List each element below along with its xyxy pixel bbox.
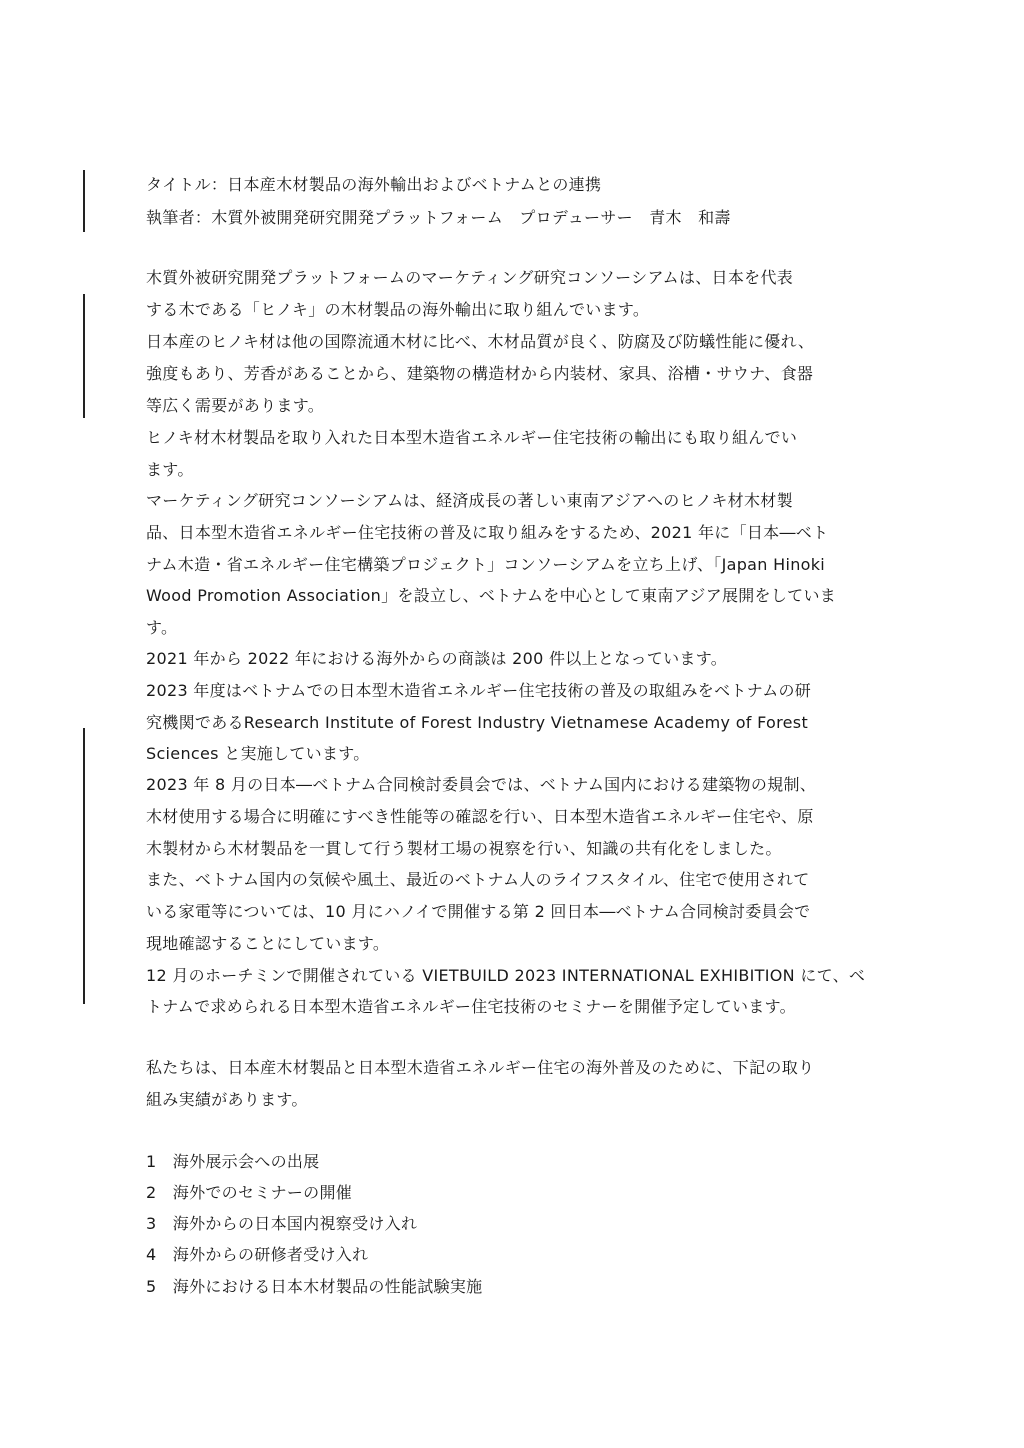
author-line: 執筆者：木質外被開発研究開発プラットフォーム プロデューサー 青木 和壽 <box>146 208 731 227</box>
body-line: す。 <box>146 618 178 637</box>
title-line: タイトル：日本産木材製品の海外輸出およびベトナムとの連携 <box>146 175 602 194</box>
list-item: 4 海外からの研修者受け入れ <box>146 1245 369 1264</box>
body-line: Wood Promotion Association」を設立し、ベトナムを中心として東南アジア展開をしていま <box>146 586 837 605</box>
list-item: 5 海外における日本木材製品の性能試験実施 <box>146 1277 483 1296</box>
body-line: 究機関であるResearch Institute of Forest Industry Vietnamese Academy of Forest <box>146 713 809 732</box>
body-line: いる家電等については、10 月にハノイで開催する第 2 回日本―ベトナム合同検討委員会で <box>146 902 811 921</box>
body-line: 12 月のホーチミンで開催されている VIETBUILD 2023 INTERNATIONAL EXHIBITION にて、ベ <box>146 966 866 985</box>
body-line: 木材使用する場合に明確にすべき性能等の確認を行い、日本型木造省エネルギー住宅や、原 <box>146 807 814 826</box>
body-line: また、ベトナム国内の気候や風土、最近のベトナム人のライフスタイル、住宅で使用されて <box>146 870 810 889</box>
body-line: ナム木造・省エネルギー住宅構築プロジェクト」コンソーシアムを立ち上げ、「Japan Hinoki <box>146 555 826 574</box>
body-line: Sciences と実施しています。 <box>146 744 370 763</box>
revision-bar <box>83 170 85 232</box>
list-item: 3 海外からの日本国内視察受け入れ <box>146 1214 418 1233</box>
body-line: 強度もあり、芳香があることから、建築物の構造材から内装材、家具、浴槽・サウナ、食器 <box>146 364 814 383</box>
list-item: 1 海外展示会への出展 <box>146 1152 320 1171</box>
body-line: 木質外被研究開発プラットフォームのマーケティング研究コンソーシアムは、日本を代表 <box>146 268 794 287</box>
body-line: トナムで求められる日本型木造省エネルギー住宅技術のセミナーを開催予定しています。 <box>146 997 796 1016</box>
body-line: ヒノキ材木材製品を取り入れた日本型木造省エネルギー住宅技術の輸出にも取り組んでい <box>146 428 798 447</box>
revision-bar <box>83 294 85 418</box>
body-line: 2023 年度はベトナムでの日本型木造省エネルギー住宅技術の普及の取組みをベトナムの研 <box>146 681 812 700</box>
body-line: 等広く需要があります。 <box>146 396 325 415</box>
list-item: 2 海外でのセミナーの開催 <box>146 1183 353 1202</box>
body-line: マーケティング研究コンソーシアムは、経済成長の著しい東南アジアへのヒノキ材木材製 <box>146 491 793 510</box>
body-line: 木製材から木材製品を一貫して行う製材工場の視察を行い、知識の共有化をしました。 <box>146 839 782 858</box>
body-line: ます。 <box>146 460 194 479</box>
closing-line: 組み実績があります。 <box>146 1090 308 1109</box>
closing-line: 私たちは、日本産木材製品と日本型木造省エネルギー住宅の海外普及のために、下記の取り <box>146 1058 815 1077</box>
body-line: 2021 年から 2022 年における海外からの商談は 200 件以上となっています。 <box>146 649 728 668</box>
body-line: する木である「ヒノキ」の木材製品の海外輸出に取り組んでいます。 <box>146 300 650 319</box>
body-line: 現地確認することにしています。 <box>146 934 390 953</box>
body-line: 品、日本型木造省エネルギー住宅技術の普及に取り組みをするため、2021 年に「日本―ベト <box>146 523 829 542</box>
body-line: 日本産のヒノキ材は他の国際流通木材に比べ、木材品質が良く、防腐及び防蟻性能に優れ、 <box>146 332 815 351</box>
body-line: 2023 年 8 月の日本―ベトナム合同検討委員会では、ベトナム国内における建築物の規制、 <box>146 775 817 794</box>
revision-bar <box>83 728 85 1004</box>
